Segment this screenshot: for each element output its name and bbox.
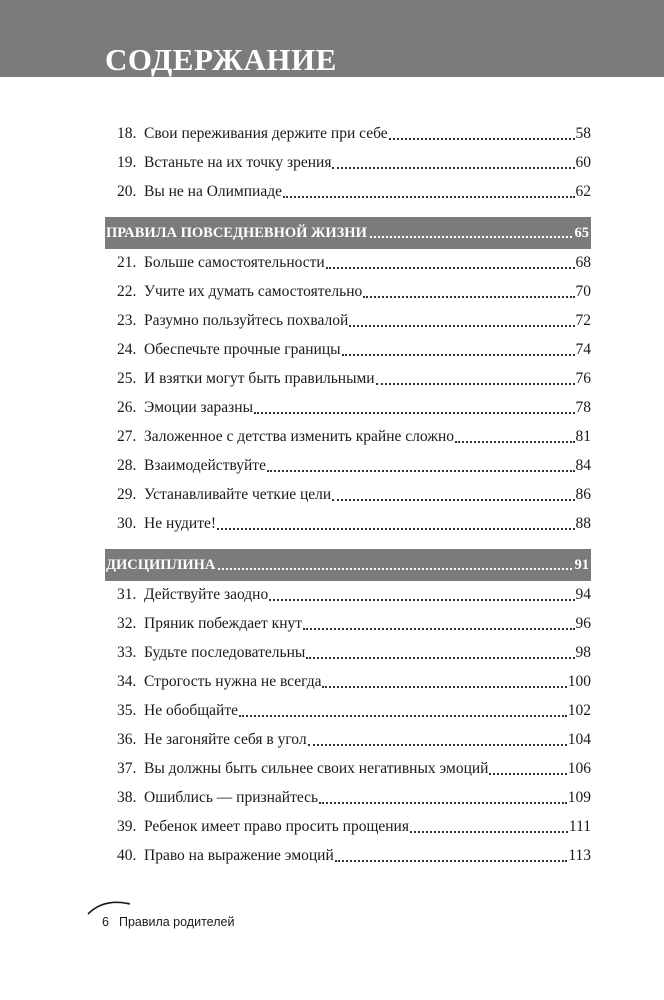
entry-page: 94	[575, 586, 591, 604]
dot-leader	[322, 685, 566, 688]
toc-entry	[117, 483, 591, 505]
entry-number: 26.	[117, 399, 137, 417]
entry-title: Устанавливайте четкие цели	[144, 486, 332, 504]
entry-page: 100	[567, 673, 591, 691]
entry-number: 23.	[117, 312, 137, 330]
entry-page: 58	[575, 125, 591, 143]
entry-title: Заложенное с детства изменить крайне сложно	[144, 428, 454, 446]
entry-title: Встаньте на их точку зрения	[144, 154, 332, 172]
dot-leader	[489, 772, 566, 775]
dot-leader	[455, 440, 575, 443]
toc-entry	[117, 512, 591, 534]
footer-arc-ornament	[86, 898, 132, 916]
entry-title: Больше самостоятельности	[144, 254, 325, 272]
toc-entry	[117, 309, 591, 331]
entry-page: 62	[575, 183, 591, 201]
entry-number: 38.	[117, 789, 137, 807]
footer-book-title: Правила родителей	[118, 915, 235, 929]
dot-leader	[254, 411, 574, 414]
toc-entry	[117, 425, 591, 447]
entry-number: 32.	[117, 615, 137, 633]
dot-leader	[410, 830, 568, 833]
entry-page: 98	[575, 644, 591, 662]
dot-leader	[218, 567, 571, 570]
dot-leader	[389, 137, 575, 140]
toc-entry	[117, 151, 591, 173]
entry-number: 40.	[117, 847, 137, 865]
entry-number: 18.	[117, 125, 137, 143]
page-title: СОДЕРЖАНИЕ	[105, 42, 337, 77]
entry-page: 109	[567, 789, 591, 807]
entry-number: 28.	[117, 457, 137, 475]
entry-title: Свои переживания держите при себе	[144, 125, 388, 143]
dot-leader	[376, 382, 575, 385]
entry-number: 33.	[117, 644, 137, 662]
entry-title: Строгость нужна не всегда	[144, 673, 322, 691]
entry-page: 106	[567, 760, 591, 778]
toc-entry	[117, 786, 591, 808]
dot-leader	[349, 324, 574, 327]
entry-page: 86	[575, 486, 591, 504]
dot-leader	[308, 743, 567, 746]
entry-page: 68	[575, 254, 591, 272]
entry-title: Вы должны быть сильнее своих негативных эмоций	[144, 760, 489, 778]
toc-entry	[117, 757, 591, 779]
entry-title: Ошиблись — признайтесь	[144, 789, 319, 807]
entry-title: Действуйте заодно	[144, 586, 269, 604]
toc-entry	[117, 728, 591, 750]
section-heading-discipline	[105, 549, 591, 581]
dot-leader	[217, 527, 574, 530]
entry-number: 35.	[117, 702, 137, 720]
section-heading-everyday-rules	[105, 217, 591, 249]
toc-entry	[117, 180, 591, 202]
dot-leader	[335, 859, 568, 862]
entry-title: Пряник побеждает кнут	[144, 615, 303, 633]
dot-leader	[332, 498, 574, 501]
toc-entry	[117, 641, 591, 663]
entry-page: 102	[567, 702, 591, 720]
entry-title: Эмоции заразны	[144, 399, 254, 417]
entry-number: 20.	[117, 183, 137, 201]
section-page: 65	[574, 224, 589, 241]
toc-entry	[117, 670, 591, 692]
entry-number: 36.	[117, 731, 137, 749]
entry-title: И взятки могут быть правильными	[144, 370, 375, 388]
toc-entry	[117, 367, 591, 389]
footer-page-number: 6	[102, 915, 109, 929]
entry-page: 74	[575, 341, 591, 359]
toc-entry	[117, 280, 591, 302]
entry-number: 19.	[117, 154, 137, 172]
entry-title: Право на выражение эмоций	[144, 847, 334, 865]
entry-number: 30.	[117, 515, 137, 533]
entry-page: 104	[567, 731, 591, 749]
dot-leader	[283, 195, 575, 198]
entry-number: 37.	[117, 760, 137, 778]
page-footer	[102, 915, 234, 929]
section-title: ПРАВИЛА ПОВСЕДНЕВНОЙ ЖИЗНИ	[106, 224, 367, 241]
section-page: 91	[574, 556, 589, 573]
section-title: ДИСЦИПЛИНА	[106, 556, 216, 573]
dot-leader	[319, 801, 567, 804]
entry-page: 84	[575, 457, 591, 475]
entry-title: Будьте последовательны	[144, 644, 306, 662]
dot-leader	[306, 656, 574, 659]
entry-title: Не обобщайте	[144, 702, 238, 720]
entry-page: 72	[575, 312, 591, 330]
dot-leader	[303, 627, 574, 630]
entry-number: 31.	[117, 586, 137, 604]
header-bar	[0, 0, 664, 77]
entry-page: 78	[575, 399, 591, 417]
entry-page: 111	[568, 818, 591, 836]
dot-leader	[239, 714, 567, 717]
entry-page: 70	[575, 283, 591, 301]
toc-entry	[117, 396, 591, 418]
entry-number: 29.	[117, 486, 137, 504]
entry-title: Ребенок имеет право просить прощения	[144, 818, 409, 836]
dot-leader	[269, 598, 574, 601]
entry-number: 39.	[117, 818, 137, 836]
toc-entry	[117, 251, 591, 273]
dot-leader	[342, 353, 575, 356]
dot-leader	[363, 295, 574, 298]
entry-title: Вы не на Олимпиаде	[144, 183, 282, 201]
toc-entry	[117, 815, 591, 837]
entry-title: Разумно пользуйтесь похвалой	[144, 312, 349, 330]
toc-entry	[117, 583, 591, 605]
toc-entry	[117, 454, 591, 476]
entry-title: Обеспечьте прочные границы	[144, 341, 341, 359]
entry-page: 81	[575, 428, 591, 446]
dot-leader	[370, 235, 572, 238]
toc-entry	[117, 699, 591, 721]
dot-leader	[326, 266, 575, 269]
entry-number: 27.	[117, 428, 137, 446]
entry-title: Не загоняйте себя в угол	[144, 731, 307, 749]
entry-number: 34.	[117, 673, 137, 691]
entry-title: Не нудите!	[144, 515, 217, 533]
entry-title: Учите их думать самостоятельно	[144, 283, 363, 301]
entry-title: Взаимодействуйте	[144, 457, 266, 475]
toc-entry	[117, 612, 591, 634]
toc-entry	[117, 844, 591, 866]
entry-page: 88	[575, 515, 591, 533]
entry-page: 113	[568, 847, 591, 865]
toc-entry	[117, 122, 591, 144]
entry-page: 76	[575, 370, 591, 388]
dot-leader	[332, 166, 574, 169]
entry-number: 25.	[117, 370, 137, 388]
entry-number: 22.	[117, 283, 137, 301]
entry-number: 24.	[117, 341, 137, 359]
toc-entry	[117, 338, 591, 360]
entry-page: 96	[575, 615, 591, 633]
dot-leader	[267, 469, 575, 472]
entry-page: 60	[575, 154, 591, 172]
entry-number: 21.	[117, 254, 137, 272]
